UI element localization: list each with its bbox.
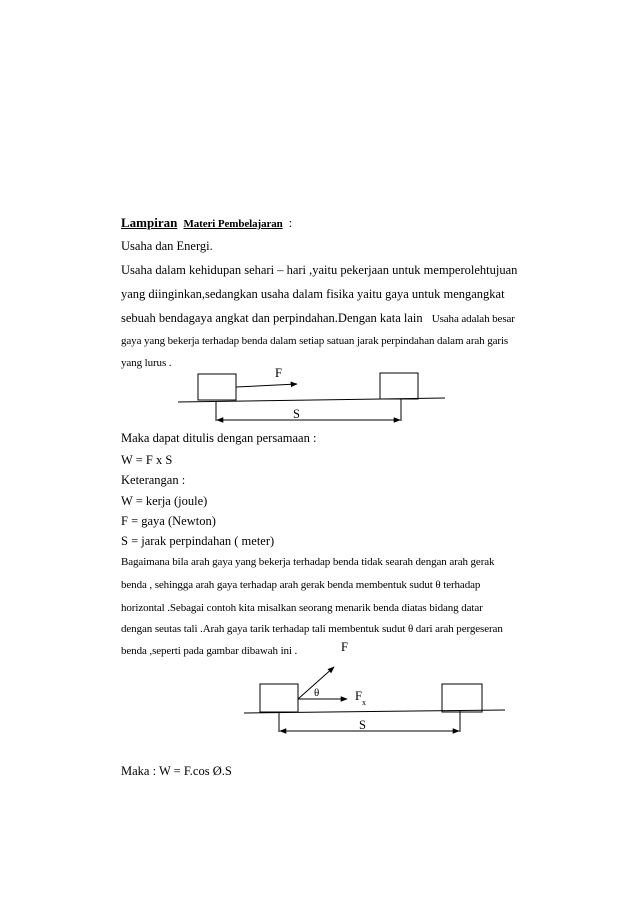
text-line-2: Usaha dalam kehidupan sehari – hari ,yaitu pekerjaan untuk memperolehtujuan [121,263,518,277]
text-line-3: yang diinginkan,sedangkan usaha dalam fisika yaitu gaya untuk mengangkat [121,287,505,301]
block-end-2 [442,684,482,712]
text-line-9: Keterangan : [121,473,186,487]
text-line-13: Bagaimana bila arah gaya yang bekerja terhadap benda tidak searah dengan arah gerak [121,556,495,568]
text-line-14: benda , sehingga arah gaya terhadap arah gerak benda membentuk sudut θ terhadap [121,579,481,591]
figure1-force-label: F [275,366,282,380]
figure2-component-label [355,689,366,705]
text-line-5: gaya yang bekerja terhadap benda dalam setiap satuan jarak perpindahan dalam arah garis [121,335,509,347]
text-line-16: dengan seutas tali .Arah gaya tarik terhadap tali membentuk sudut θ dari arah pergeseran [121,623,503,635]
figure2-distance-label: S [359,718,366,732]
block-start-2 [260,684,298,712]
text-line-7: Maka dapat ditulis dengan persamaan : [121,431,317,445]
text-line-4-main: sebuah bendagaya angkat dan perpindahan.Dengan kata lain [121,311,423,325]
figure2-angle-label: θ [314,687,320,699]
text-line-6: yang lurus . [121,357,172,369]
text-line-15: horizontal .Sebagai contoh kita misalkan seorang menarik benda diatas bidang datar [121,602,483,614]
text-line-18: Maka : W = F.cos Ø.S [121,764,232,778]
component-subscript: x [361,698,366,707]
heading-title: Materi Pembelajaran [183,218,283,230]
component-letter: F [355,689,362,703]
text-line-17: benda ,seperti pada gambar dibawah ini . [121,645,298,657]
heading-colon: : [288,216,293,230]
text-line-11: F = gaya (Newton) [121,514,216,528]
text-line-10: W = kerja (joule) [121,494,208,508]
figure1-distance-label: S [293,407,300,421]
heading-label: Lampiran [121,215,178,230]
text-line-4-tail: Usaha adalah besar [431,313,515,325]
text-line-8: W = F x S [121,453,173,467]
figure2-force-label: F [341,640,348,654]
text-line-12: S = jarak perpindahan ( meter) [121,534,275,548]
text-line-1: Usaha dan Energi. [121,239,213,253]
